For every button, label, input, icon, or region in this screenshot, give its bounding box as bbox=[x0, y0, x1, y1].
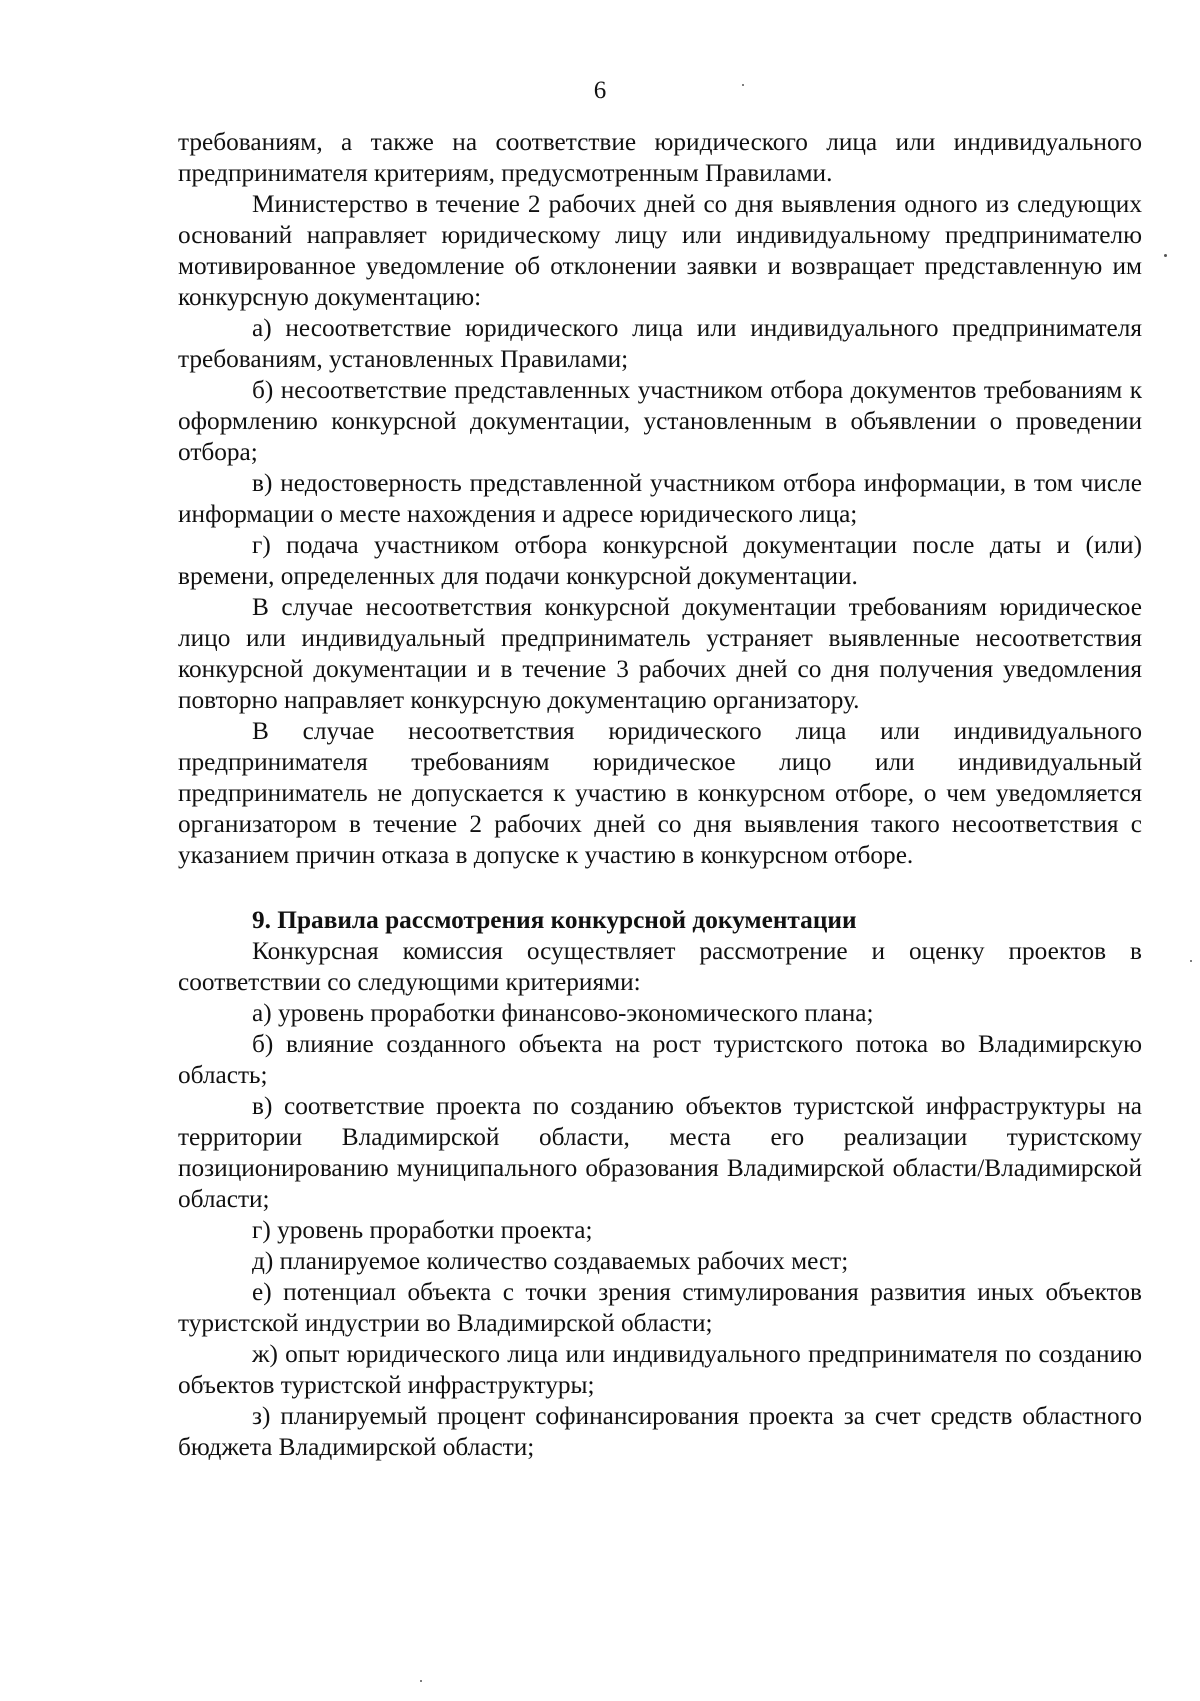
scan-speck bbox=[420, 1680, 422, 1682]
list-item: з) планируемый процент софинансирования проекта за счет средств областного бюджета Владимирской области; bbox=[178, 1402, 1142, 1461]
scan-speck bbox=[1164, 254, 1167, 257]
list-item: г) уровень проработки проекта; bbox=[252, 1216, 593, 1244]
page-number: 6 bbox=[593, 77, 607, 104]
list-item: б) влияние созданного объекта на рост туристского потока во Владимирскую область; bbox=[178, 1030, 1142, 1089]
list-item: е) потенциал объекта с точки зрения стимулирования развития иных объектов туристской индустрии во Владимирской области; bbox=[178, 1278, 1142, 1337]
list-item: а) уровень проработки финансово-экономического плана; bbox=[252, 999, 874, 1027]
section-heading: 9. Правила рассмотрения конкурсной документации bbox=[252, 906, 857, 934]
scan-speck bbox=[1190, 960, 1192, 962]
list-item: б) несоответствие представленных участником отбора документов требованиям к оформлению конкурсной документации, установленным в объявлении о проведении отбора; bbox=[178, 376, 1142, 466]
document-body bbox=[178, 127, 1142, 1463]
paragraph: В случае несоответствия юридического лица или индивидуального предпринимателя требованиям юридическое лицо или индивидуальный предприниматель не допускается к участию в конкурсном отборе, о чем уведомляется организатором в течение 2 рабочих дней со дня выявления такого несоответствия с указанием причин отказа в допуске к участию в конкурсном отборе. bbox=[178, 717, 1142, 869]
list-item: а) несоответствие юридического лица или индивидуального предпринимателя требованиям, установленных Правилами; bbox=[178, 314, 1142, 373]
list-item: в) соответствие проекта по созданию объектов туристской инфраструктуры на территории Владимирской области, места его реализации туристскому позиционированию муниципального образования Владимирской области/Владимирской области; bbox=[178, 1092, 1142, 1213]
list-item: ж) опыт юридического лица или индивидуального предпринимателя по созданию объектов туристской инфраструктуры; bbox=[178, 1340, 1142, 1399]
paragraph: требованиям, а также на соответствие юридического лица или индивидуального предпринимателя критериям, предусмотренным Правилами. bbox=[178, 128, 1142, 187]
scan-speck bbox=[742, 84, 744, 86]
paragraph: Министерство в течение 2 рабочих дней со дня выявления одного из следующих оснований направляет юридическому лицу или индивидуальному предпринимателю мотивированное уведомление об отклонении заявки и возвращает представленную им конкурсную документацию: bbox=[178, 190, 1142, 311]
paragraph: Конкурсная комиссия осуществляет рассмотрение и оценку проектов в соответствии со следующими критериями: bbox=[178, 937, 1142, 996]
list-item: д) планируемое количество создаваемых рабочих мест; bbox=[252, 1247, 849, 1275]
list-item: в) недостоверность представленной участником отбора информации, в том числе информации о месте нахождения и адресе юридического лица; bbox=[178, 469, 1142, 528]
paragraph: В случае несоответствия конкурсной документации требованиям юридическое лицо или индивидуальный предприниматель устраняет выявленные несоответствия конкурсной документации и в течение 3 рабочих дней со дня получения уведомления повторно направляет конкурсную документацию организатору. bbox=[178, 593, 1142, 714]
list-item: г) подача участником отбора конкурсной документации после даты и (или) времени, определенных для подачи конкурсной документации. bbox=[178, 531, 1142, 590]
